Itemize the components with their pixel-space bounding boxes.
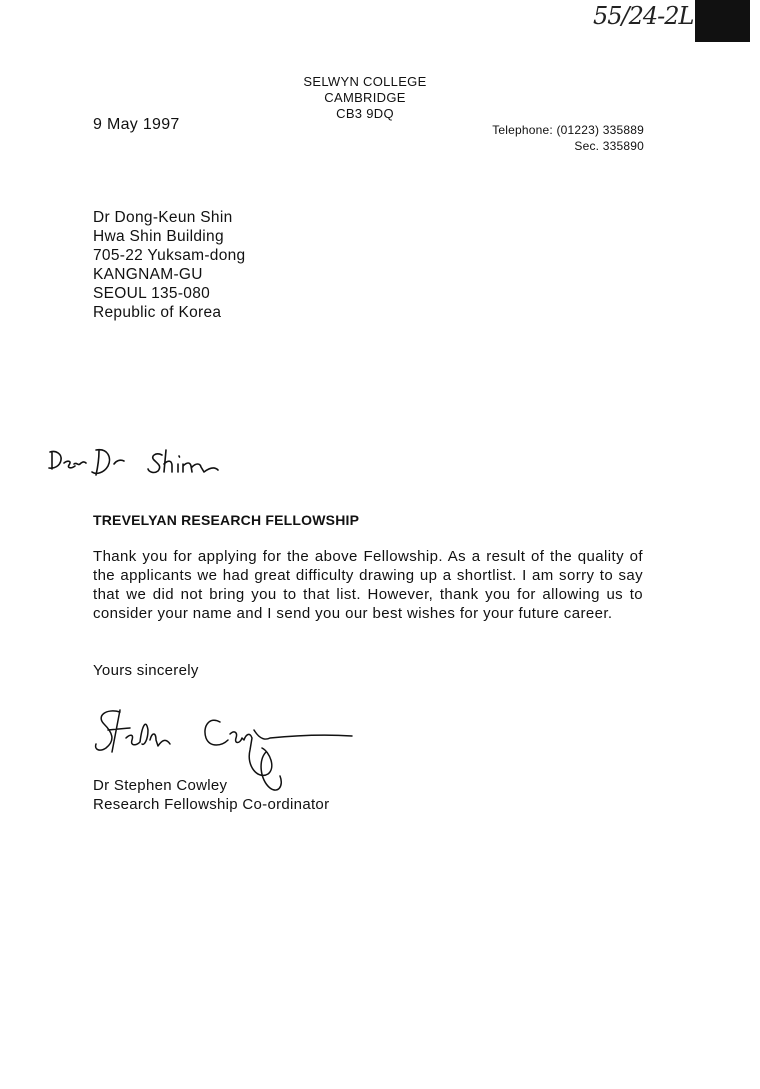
recipient-line: 705-22 Yuksam-dong [93, 247, 246, 264]
recipient-line: SEOUL 135-080 [93, 285, 211, 302]
telephone-number: Telephone: (01223) 335889 [492, 123, 644, 137]
signer-name: Dr Stephen Cowley [93, 777, 228, 794]
redaction-block [695, 0, 750, 42]
secretary-number: Sec. 335890 [574, 139, 644, 153]
recipient-line: KANGNAM-GU [93, 266, 203, 283]
letterhead-line: SELWYN COLLEGE [303, 74, 427, 89]
closing-phrase: Yours sincerely [93, 662, 199, 679]
letterhead-line: CAMBRIDGE [324, 90, 406, 105]
letterhead-contact [492, 122, 644, 154]
letter-date: 9 May 1997 [93, 116, 180, 133]
recipient-address [93, 208, 245, 322]
recipient-line: Dr Dong-Keun Shin [93, 209, 233, 226]
recipient-line: Republic of Korea [93, 304, 222, 321]
handwritten-salutation [46, 442, 226, 482]
letter-subject: TREVELYAN RESEARCH FELLOWSHIP [93, 512, 360, 528]
handwritten-reference-number: 55/24-2L [593, 2, 694, 30]
letter-body: Thank you for applying for the above Fellowship. As a result of the quality of the applicants we had great difficulty drawing up a shortlist. I am sorry to say that we did not bring you to that list. However, thank you for allowing us to consider your name and I send you our best wishes for your future career. [93, 548, 643, 622]
letterhead-address [290, 74, 440, 122]
signer-title: Research Fellowship Co-ordinator [93, 796, 330, 813]
letterhead-line: CB3 9DQ [336, 106, 394, 121]
signer-block [93, 776, 329, 814]
recipient-line: Hwa Shin Building [93, 228, 224, 245]
